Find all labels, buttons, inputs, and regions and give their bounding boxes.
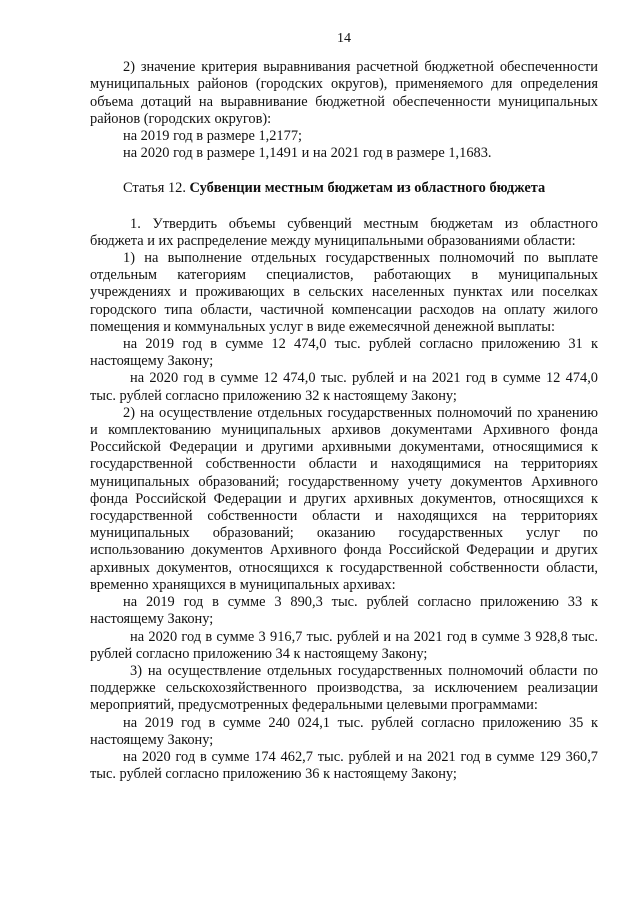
page-number: 14 — [337, 31, 351, 46]
paragraph: на 2019 год в сумме 240 024,1 тыс. рублей согласно приложению 35 к настоящему Закону; — [90, 714, 598, 748]
paragraph: 3) на осуществление отдельных государственных полномочий области по поддержке сельскохозяйственного производства, за исключением реализации мероприятий, предусмотренных федеральными целевыми программами: — [90, 662, 598, 714]
paragraph: 2) значение критерия выравнивания расчетной бюджетной обеспеченности муниципальных районов (городских округов), применяемого для определения объема дотаций на выравнивание бюджетной обеспеченности муниципальных районов (городских округов): — [90, 59, 598, 127]
paragraph: на 2019 год в размере 1,2177; — [123, 128, 303, 145]
article-heading — [90, 180, 598, 197]
article-body — [90, 216, 598, 784]
paragraph: на 2020 год в сумме 3 916,7 тыс. рублей и на 2021 год в сумме 3 928,8 тыс. рублей согласно приложению 34 к настоящему Закону; — [90, 628, 598, 662]
article-prefix: Статья 12. — [123, 180, 190, 197]
paragraph: на 2020 год в размере 1,1491 и на 2021 год в размере 1,1683. — [123, 145, 492, 162]
paragraph: на 2020 год в сумме 12 474,0 тыс. рублей и на 2021 год в сумме 12 474,0 тыс. рублей согласно приложению 32 к настоящему Закону; — [90, 370, 598, 404]
paragraph: на 2020 год в сумме 174 462,7 тыс. рублей и на 2021 год в сумме 129 360,7 тыс. рублей согласно приложению 36 к настоящему Закону; — [90, 748, 598, 783]
paragraph: на 2019 год в сумме 12 474,0 тыс. рублей согласно приложению 31 к настоящему Закону; — [90, 336, 598, 370]
top-paragraphs — [90, 59, 598, 162]
paragraph: 2) на осуществление отдельных государственных полномочий по хранению и комплектованию муниципальных архивов документами Архивного фонда Российской Федерации и другими архивными документами, относящимися к государственной собственности области и находящимися на территориях муниципальных образований; государственному учету документов Архивного фонда Российской Федерации и других архивных документов, относящихся к государственной собственности области и находящихся на территориях муниципальных образований; оказанию государственных услуг по использованию документов Архивного фонда Российской Федерации и других архивных документов, относящихся к государственной собственности области, временно хранящихся в муниципальных архивах: — [90, 404, 598, 593]
article-title: Субвенции местным бюджетам из областного бюджета — [189, 180, 546, 197]
paragraph: 1. Утвердить объемы субвенций местным бюджетам из областного бюджета и их распределение между муниципальными образованиями области: — [90, 215, 598, 249]
paragraph: на 2019 год в сумме 3 890,3 тыс. рублей согласно приложению 33 к настоящему Закону; — [90, 594, 598, 628]
paragraph: 1) на выполнение отдельных государственных полномочий по выплате отдельным категориям специалистов, работающих в муниципальных учреждениях и проживающих в сельских населенных пунктах или поселках городского типа области, частичной компенсации расходов на оплату жилого помещения и коммунальных услуг в виде ежемесячной денежной выплаты: — [90, 250, 598, 335]
